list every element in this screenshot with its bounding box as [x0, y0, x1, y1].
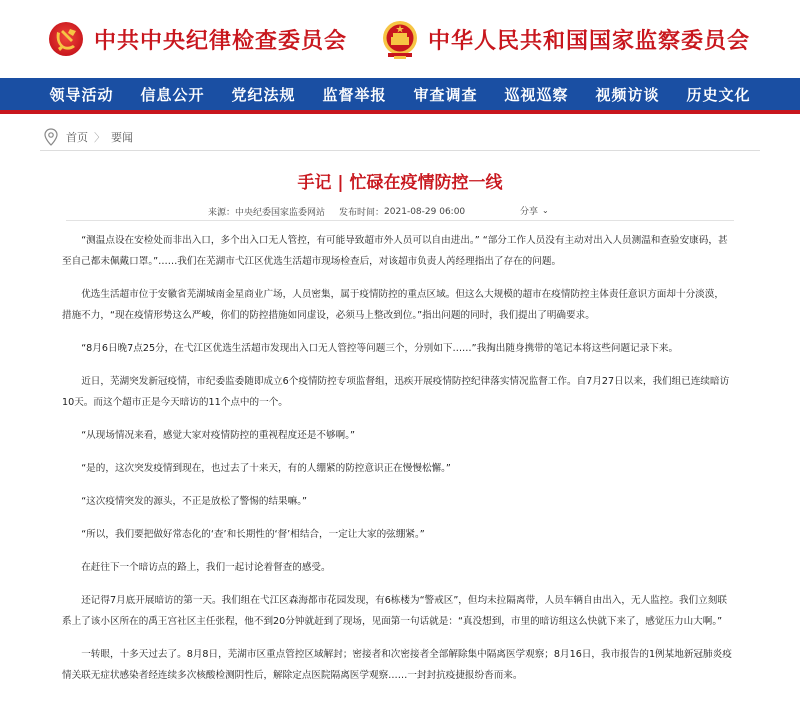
meta-divider [66, 220, 734, 221]
paragraph: 优选生活超市位于安徽省芜湖城南金星商业广场，人员密集，属于疫情防控的重点区域。但这么大规模的超市在疫情防控主体责任意识方面却十分淡漠，措施不力，“现在疫情形势这么严峻，你们的防控措施如同虚设，必须马上整改到位。”指出问题的同时，我们提出了明确要求。 [62, 289, 724, 321]
article-body [62, 230, 732, 686]
ccdi-brand[interactable] [46, 18, 347, 60]
source-value: 中央纪委国家监委网站 [235, 208, 326, 218]
breadcrumb [44, 128, 133, 146]
nav-item-video[interactable]: 视频访谈 [595, 85, 660, 104]
national-emblem-icon [380, 18, 420, 60]
site-header [0, 0, 800, 78]
breadcrumb-home[interactable]: 首页 [66, 131, 88, 144]
nav-item-regulations[interactable]: 党纪法规 [231, 85, 296, 104]
nav-item-disclosure[interactable]: 信息公开 [140, 85, 205, 104]
published-label: 发布时间： [339, 208, 385, 218]
nav-item-investigation[interactable]: 审查调查 [413, 85, 478, 104]
paragraph: 在赶往下一个暗访点的路上，我们一起讨论着督查的感受。 [81, 562, 331, 573]
paragraph: “是的，这次突发疫情到现在，也过去了十来天，有的人绷紧的防控意识正在慢慢松懈。” [81, 463, 451, 474]
nsc-brand[interactable] [380, 18, 750, 60]
breadcrumb-separator: 〉 [94, 131, 105, 144]
paragraph: 还记得7月底开展暗访的第一天。我们组在弋江区森海都市花园发现，有6栋楼为“警戒区”，但均未拉隔离带，人员车辆自由出入，无人监控。我们立刻联系上了该小区所在的禹王宫社区主任张程，他不到20分钟就赶到了现场，见面第一句话就是：“真没想到，市里的暗访组这么快就下来了，感觉压力山大啊。” [62, 595, 727, 627]
article-meta [208, 205, 465, 218]
article-title: 手记 | 忙碌在疫情防控一线 [297, 173, 503, 193]
paragraph: “所以，我们要把做好常态化的‘查’和长期性的‘督’相结合，一定让大家的弦绷紧。” [81, 529, 425, 540]
paragraph: “这次疫情突发的源头，不正是放松了警惕的结果嘛。” [81, 496, 307, 507]
ccdi-title: 中共中央纪律检查委员会 [94, 27, 348, 54]
main-nav [0, 78, 800, 114]
source-label: 来源： [208, 208, 236, 218]
nav-item-history[interactable]: 历史文化 [686, 85, 751, 104]
paragraph: “8月6日晚7点25分，在弋江区优选生活超市发现出入口无人管控等问题三个，分别如下……”我掏出随身携带的笔记本将这些问题记录下来。 [81, 343, 679, 354]
divider [40, 150, 760, 151]
nav-item-reporting[interactable]: 监督举报 [322, 85, 387, 104]
chevron-down-icon: ⌄ [542, 206, 549, 215]
nav-item-inspection[interactable]: 巡视巡察 [504, 85, 569, 104]
share-label: 分享 [520, 207, 539, 217]
paragraph: 一转眼，十多天过去了。8月8日，芜湖市区重点管控区域解封；密接者和次密接者全部解除集中隔离医学观察；8月16日，我市报告的1例某地新冠肺炎疫情关联无症状感染者经连续多次核酸检测阴性后，解除定点医院隔离医学观察……一封封抗疫捷报纷沓而来。 [62, 649, 732, 681]
nsc-title: 中华人民共和国国家监察委员会 [428, 27, 751, 54]
party-emblem-icon [46, 18, 86, 60]
share-button[interactable] [520, 204, 549, 217]
paragraph: 近日，芜湖突发新冠疫情，市纪委监委随即成立6个疫情防控专项监督组，迅疾开展疫情防控纪律落实情况监督工作。自7月27日以来，我们组已连续暗访10天。而这个超市正是今天暗访的11个点中的一个。 [62, 376, 730, 408]
location-pin-icon [44, 128, 58, 146]
paragraph: “测温点设在安检处而非出入口，多个出入口无人管控，有可能导致超市外人员可以自由进出。” “部分工作人员没有主动对出入人员测温和查验安康码，甚至自己都未佩戴口罩。”……我们在芜湖市弋江区优选生活超市现场检查后，对该超市负责人芮经理指出了存在的问题。 [62, 235, 728, 267]
paragraph: “从现场情况来看，感觉大家对疫情防控的重视程度还是不够啊。” [81, 430, 355, 441]
nav-item-leadership[interactable]: 领导活动 [49, 85, 114, 104]
published-value: 2021-08-29 06:00 [384, 206, 466, 217]
breadcrumb-current[interactable]: 要闻 [111, 131, 133, 144]
